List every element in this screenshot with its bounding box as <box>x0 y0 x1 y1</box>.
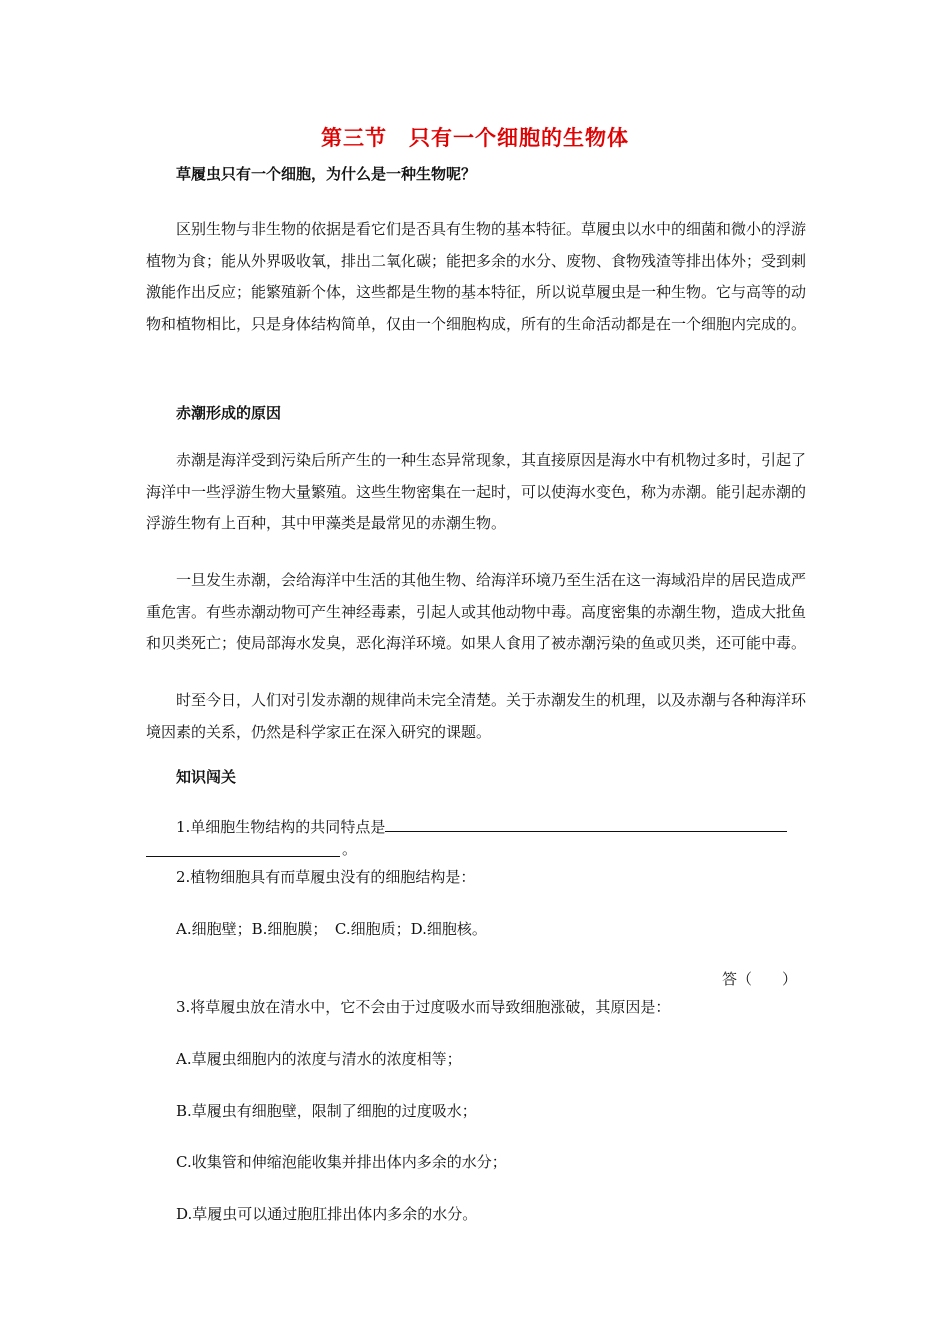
section-heading-paramecium: 草履虫只有一个细胞，为什么是一种生物呢？ <box>176 165 477 183</box>
paragraph-red-tide-cause: 赤潮是海洋受到污染后所产生的一种生态异常现象，其直接原因是海水中有机物过多时，引起了海洋中一些浮游生物大量繁殖。这些生物密集在一起时，可以使海水变色，称为赤潮。能引起赤潮的浮游生物有上百种，其中甲藻类是最常见的赤潮生物。 <box>146 451 807 532</box>
question-1 <box>176 815 787 837</box>
quiz-heading: 知识闯关 <box>176 768 237 786</box>
answer-blank[interactable] <box>385 815 787 832</box>
paragraph-red-tide-harm: 一旦发生赤潮，会给海洋中生活的其他生物、给海洋环境乃至生活在这一海域沿岸的居民造成严重危害。有些赤潮动物可产生神经毒素，引起人或其他动物中毒。高度密集的赤潮生物，造成大批鱼和贝类死亡；使局部海水发臭，恶化海洋环境。如果人食用了被赤潮污染的鱼或贝类，还可能中毒。 <box>146 571 807 652</box>
question-3-option-c: C.收集管和伸缩泡能收集并排出体内多余的水分； <box>176 1153 507 1171</box>
question-2-options: A.细胞壁；B.细胞膜； C.细胞质；D.细胞核。 <box>176 920 487 938</box>
question-3: 3.将草履虫放在清水中，它不会由于过度吸水而导致细胞涨破，其原因是： <box>176 998 671 1016</box>
question-2: 2.植物细胞具有而草履虫没有的细胞结构是： <box>176 868 476 886</box>
question-1-end: 。 <box>342 840 358 858</box>
question-3-option-b: B.草履虫有细胞壁，限制了细胞的过度吸水； <box>176 1102 477 1120</box>
paragraph-red-tide-research: 时至今日，人们对引发赤潮的规律尚未完全清楚。关于赤潮发生的机理，以及赤潮与各种海洋环境因素的关系，仍然是科学家正在深入研究的课题。 <box>146 691 807 741</box>
paragraph-paramecium: 区别生物与非生物的依据是看它们是否具有生物的基本特征。草履虫以水中的细菌和微小的浮游植物为食；能从外界吸收氧，排出二氧化碳；能把多余的水分、废物、食物残渣等排出体外；受到刺激能作出反应；能繁殖新个体，这些都是生物的基本特征，所以说草履虫是一种生物。它与高等的动物和植物相比，只是身体结构简单，仅由一个细胞构成，所有的生命活动都是在一个细胞内完成的。 <box>146 220 807 333</box>
section-heading-red-tide: 赤潮形成的原因 <box>176 404 282 422</box>
question-3-option-d: D.草履虫可以通过胞肛排出体内多余的水分。 <box>176 1205 478 1223</box>
page-title: 第三节 只有一个细胞的生物体 <box>321 126 629 150</box>
question-3-option-a: A.草履虫细胞内的浓度与清水的浓度相等； <box>176 1050 462 1068</box>
answer-blank-continued[interactable] <box>146 840 340 857</box>
question-1-text: 1.单细胞生物结构的共同特点是 <box>176 818 386 836</box>
answer-bracket[interactable]: 答（ ） <box>722 970 798 988</box>
